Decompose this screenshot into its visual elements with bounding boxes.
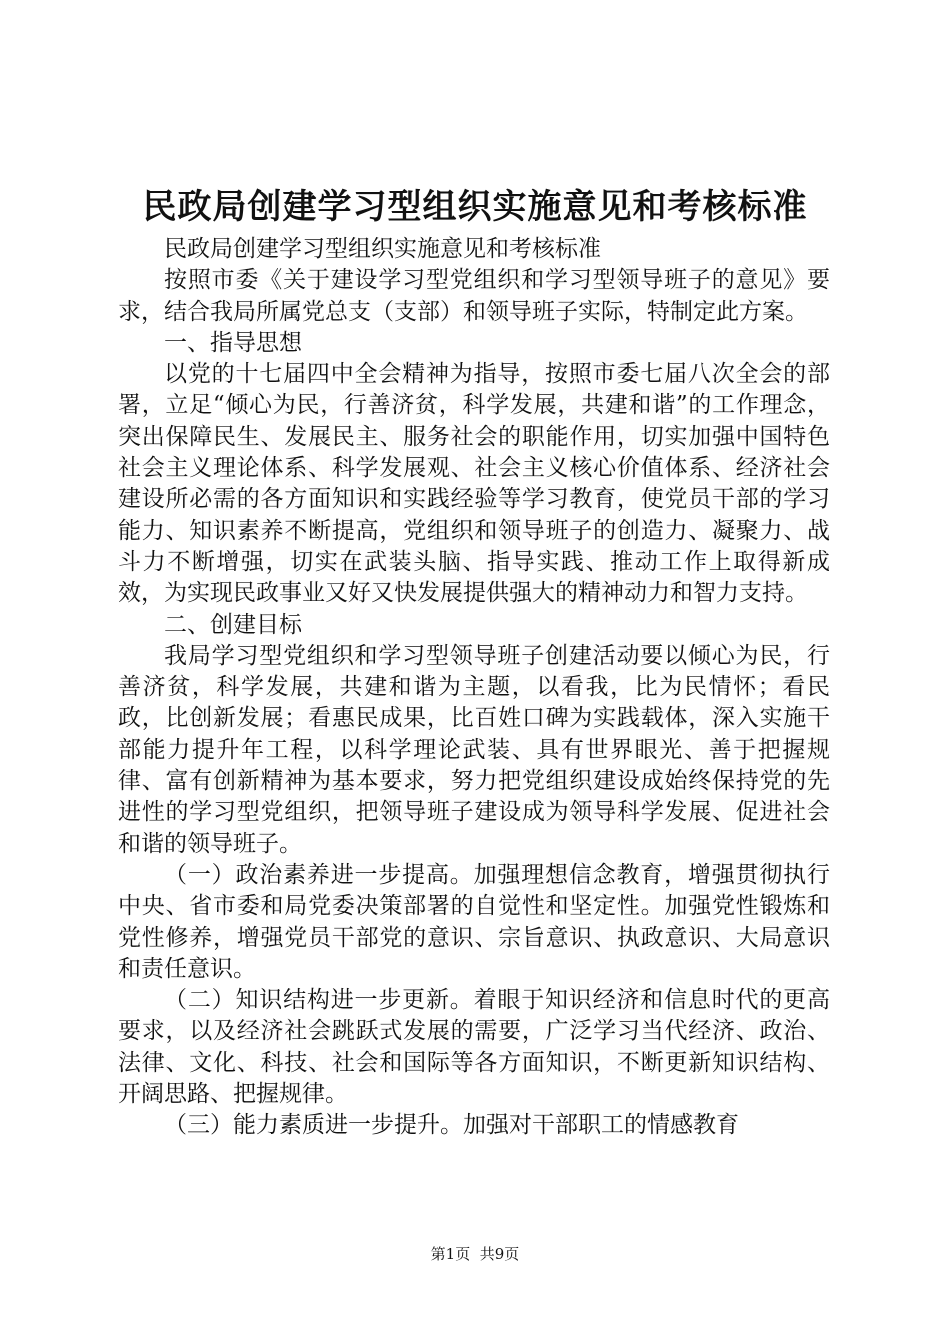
page-total: 共9页: [479, 1245, 520, 1263]
body-paragraph: 按照市委《关于建设学习型党组织和学习型领导班子的意见》要求，结合我局所属党总支（支部）和领导班子实际，特制定此方案。: [118, 267, 830, 325]
footer-separator: [470, 1245, 480, 1263]
document-title: 民政局创建学习型组织实施意见和考核标准: [142, 187, 808, 227]
body-paragraph: 以党的十七届四中全会精神为指导，按照市委七届八次全会的部署，立足“倾心为民，行善济贫，科学发展，共建和谐”的工作理念，突出保障民生、发展民主、服务社会的职能作用，切实加强中国特色社会主义理论体系、科学发展观、社会主义核心价值体系、经济社会建设所必需的各方面知识和实践经验等学习教育，使党员干部的学习能力、知识素养不断提高，党组织和领导班子的创造力、凝聚力、战斗力不断增强，切实在武装头脑、指导实践、推动工作上取得新成效，为实现民政事业又好又快发展提供强大的精神动力和智力支持。: [118, 361, 830, 607]
document-body: [118, 234, 830, 1142]
body-paragraph: （二）知识结构进一步更新。着眼于知识经济和信息时代的更高要求，以及经济社会跳跃式发展的需要，广泛学习当代经济、政治、法律、文化、科技、社会和国际等各方面知识，不断更新知识结构、开阔思路、把握规律。: [118, 987, 830, 1108]
body-paragraph: 我局学习型党组织和学习型领导班子创建活动要以倾心为民，行善济贫，科学发展，共建和谐为主题，以看我，比为民情怀；看民政，比创新发展；看惠民成果，比百姓口碑为实践载体，深入实施干部能力提升年工程，以科学理论武装、具有世界眼光、善于把握规律、富有创新精神为基本要求，努力把党组织建设成始终保持党的先进性的学习型党组织，把领导班子建设成为领导科学发展、促进社会和谐的领导班子。: [118, 642, 830, 857]
body-paragraph: 民政局创建学习型组织实施意见和考核标准: [164, 236, 601, 262]
section-heading: 二、创建目标: [164, 611, 302, 638]
section-heading: 一、指导思想: [164, 329, 302, 356]
body-paragraph: （一）政治素养进一步提高。加强理想信念教育，增强贯彻执行中央、省市委和局党委决策部署的自觉性和坚定性。加强党性锻炼和党性修养，增强党员干部党的意识、宗旨意识、执政意识、大局意识和责任意识。: [118, 861, 830, 982]
body-paragraph: （三）能力素质进一步提升。加强对干部职工的情感教育: [164, 1112, 739, 1139]
page-number: 第1页: [430, 1245, 471, 1263]
page-footer: [0, 1244, 950, 1264]
